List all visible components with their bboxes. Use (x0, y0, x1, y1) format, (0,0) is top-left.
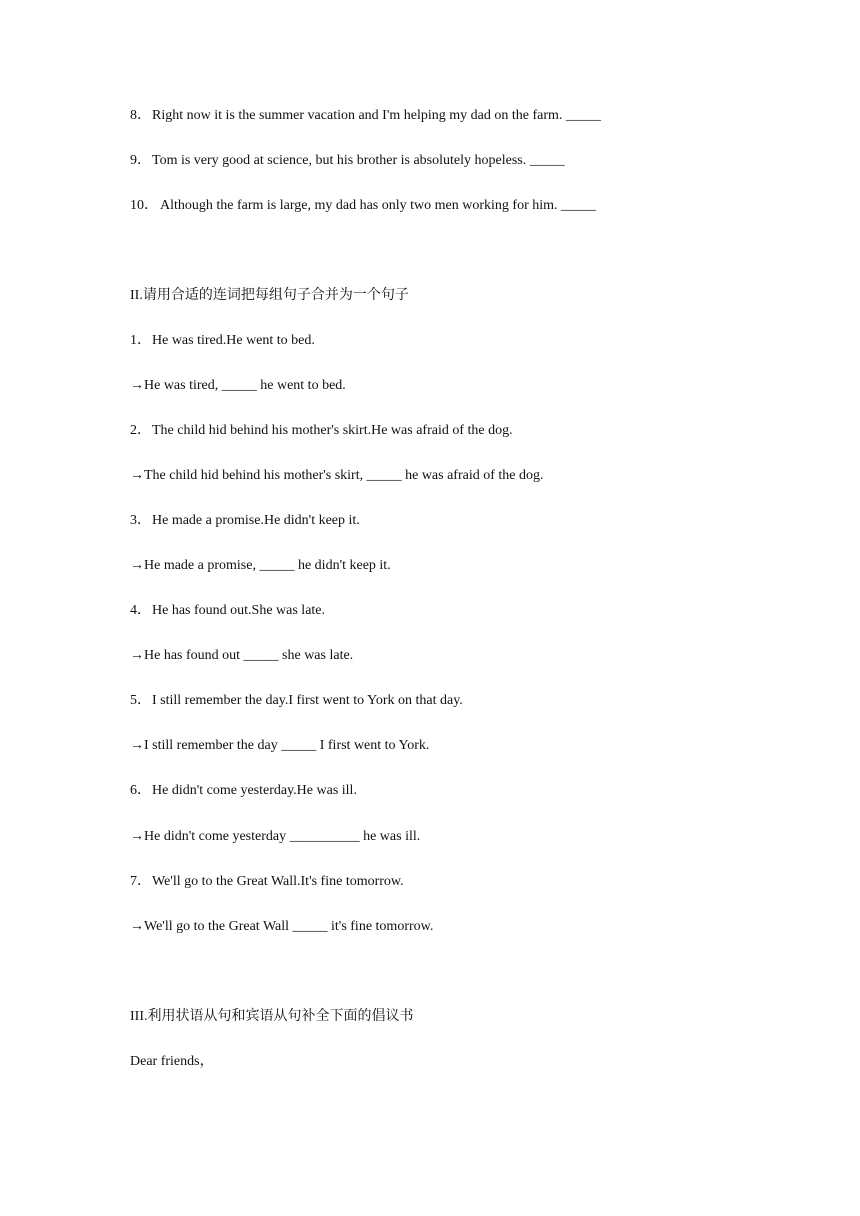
section-iii-heading: III.利用状语从句和宾语从句补全下面的倡议书 (130, 1009, 414, 1024)
letter-greeting: Dear friends， (130, 1054, 214, 1069)
question-1 (130, 332, 315, 350)
question-text: The child hid behind his mother's skirt.He was afraid of the dog. (152, 423, 513, 438)
section-ii-heading: II.请用合适的连词把每组句子合并为一个句子 (130, 288, 409, 303)
answer-2: →The child hid behind his mother's skirt, _____ he was afraid of the dog. (130, 468, 544, 483)
sentence-item-10 (130, 197, 596, 215)
question-text: I still remember the day.I first went to York on that day. (152, 693, 463, 708)
question-text: He didn't come yesterday.He was ill. (152, 783, 357, 798)
answer-5: →I still remember the day _____ I first went to York. (130, 738, 430, 753)
item-number: 7． (130, 874, 151, 889)
item-number: 10． (130, 198, 158, 213)
item-text: Tom is very good at science, but his brother is absolutely hopeless. _____ (152, 153, 565, 168)
answer-1: →He was tired, _____ he went to bed. (130, 378, 346, 393)
answer-3: →He made a promise, _____ he didn't keep it. (130, 558, 391, 573)
item-number: 3． (130, 513, 151, 528)
question-text: He made a promise.He didn't keep it. (152, 513, 360, 528)
answer-6: →He didn't come yesterday __________ he was ill. (130, 829, 421, 844)
item-number: 8． (130, 108, 151, 123)
question-text: He has found out.She was late. (152, 603, 326, 618)
question-text: He was tired.He went to bed. (152, 333, 315, 348)
question-4 (130, 602, 325, 620)
item-number: 4． (130, 603, 151, 618)
question-7 (130, 873, 404, 891)
item-text: Right now it is the summer vacation and I'm helping my dad on the farm. _____ (152, 108, 601, 123)
item-number: 6． (130, 783, 151, 798)
item-number: 5． (130, 693, 151, 708)
question-2 (130, 422, 513, 440)
sentence-item-9 (130, 152, 565, 170)
answer-7: →We'll go to the Great Wall _____ it's fine tomorrow. (130, 919, 434, 934)
answer-4: →He has found out _____ she was late. (130, 648, 354, 663)
item-text: Although the farm is large, my dad has only two men working for him. _____ (160, 198, 597, 213)
question-text: We'll go to the Great Wall.It's fine tomorrow. (152, 874, 404, 889)
question-6 (130, 782, 357, 800)
item-number: 2． (130, 423, 151, 438)
item-number: 9． (130, 153, 151, 168)
question-3 (130, 512, 360, 530)
question-5 (130, 692, 463, 710)
item-number: 1． (130, 333, 151, 348)
sentence-item-8 (130, 107, 601, 125)
